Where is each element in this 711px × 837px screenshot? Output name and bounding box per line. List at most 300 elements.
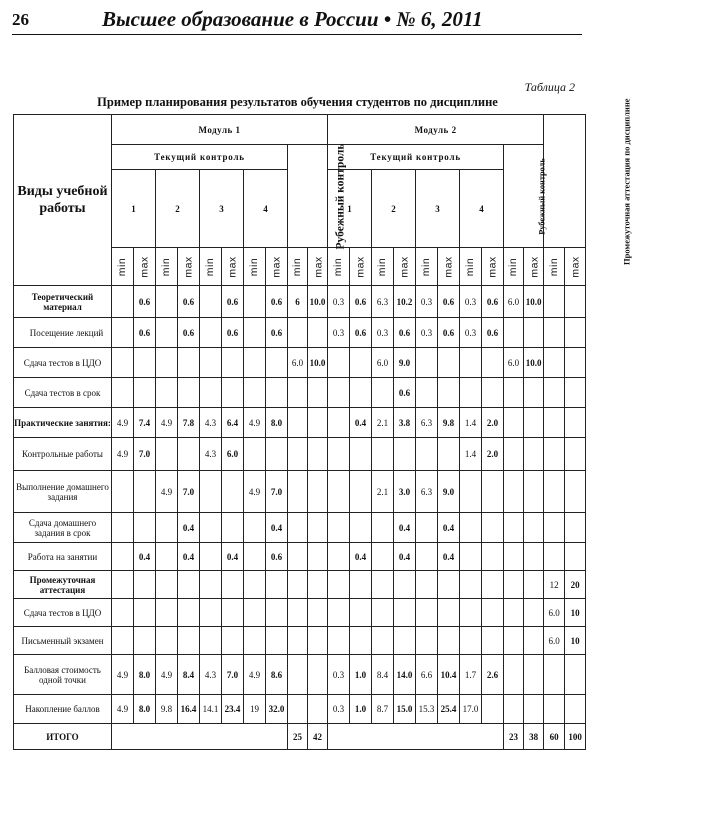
table-cell — [416, 378, 438, 408]
table-cell — [544, 348, 565, 378]
table-cell: 7.0 — [134, 438, 156, 471]
table-cell: 4.9 — [244, 471, 266, 513]
table-cell: 0.6 — [134, 286, 156, 318]
table-cell: 0.6 — [134, 318, 156, 348]
table-cell — [178, 378, 200, 408]
table-cell — [544, 318, 565, 348]
table-cell: 10.0 — [524, 348, 544, 378]
table-cell — [544, 286, 565, 318]
table-cell — [288, 543, 308, 571]
table-cell: 2.6 — [482, 655, 504, 695]
page-number: 26 — [12, 10, 29, 29]
table-cell — [482, 571, 504, 599]
table-cell — [288, 571, 308, 599]
min-header: min — [244, 248, 266, 286]
table-cell — [308, 513, 328, 543]
row-label: Работа на занятии — [14, 543, 112, 571]
table-cell — [504, 408, 524, 438]
table-cell: 32.0 — [266, 695, 288, 724]
table-cell — [544, 543, 565, 571]
table-cell: 0.4 — [394, 513, 416, 543]
table-cell: 7.0 — [178, 471, 200, 513]
total-m2-max: 38 — [524, 724, 544, 750]
min-header: min — [504, 248, 524, 286]
table-cell — [244, 599, 266, 627]
table-cell: 0.3 — [460, 286, 482, 318]
table-cell — [416, 543, 438, 571]
table-cell: 10.4 — [438, 655, 460, 695]
table-cell — [178, 571, 200, 599]
table-cell — [565, 378, 586, 408]
table-cell — [565, 513, 586, 543]
table-cell — [504, 318, 524, 348]
table-cell — [308, 543, 328, 571]
table-cell — [524, 513, 544, 543]
table-cell: 6.0 — [222, 438, 244, 471]
table-cell — [504, 695, 524, 724]
table-cell — [524, 378, 544, 408]
table-cell — [244, 571, 266, 599]
table-cell: 1.4 — [460, 438, 482, 471]
table-cell — [200, 571, 222, 599]
table-cell — [244, 378, 266, 408]
table-cell — [178, 627, 200, 655]
table-cell: 6.4 — [222, 408, 244, 438]
table-cell — [328, 627, 350, 655]
table-cell: 0.6 — [350, 318, 372, 348]
table-cell — [222, 471, 244, 513]
table-cell — [200, 543, 222, 571]
table-cell — [524, 543, 544, 571]
current-control-header-m1: Текущий контроль — [112, 145, 288, 170]
table-cell: 0.3 — [416, 318, 438, 348]
table-cell: 1.0 — [350, 695, 372, 724]
table-cell — [328, 471, 350, 513]
table-cell — [244, 438, 266, 471]
table-row — [14, 348, 586, 378]
table-cell: 0.4 — [394, 543, 416, 571]
table-cell — [524, 318, 544, 348]
table-cell — [134, 348, 156, 378]
table-cell — [200, 513, 222, 543]
table-cell: 0.6 — [350, 286, 372, 318]
table-cell — [544, 438, 565, 471]
table-cell — [308, 599, 328, 627]
max-header: max — [394, 248, 416, 286]
table-cell — [544, 655, 565, 695]
max-header: max — [308, 248, 328, 286]
table-cell — [200, 471, 222, 513]
max-header: max — [266, 248, 288, 286]
table-cell: 0.6 — [266, 286, 288, 318]
table-cell — [482, 599, 504, 627]
table-cell: 4.3 — [200, 655, 222, 695]
table-cell: 8.4 — [372, 655, 394, 695]
table-cell: 1.7 — [460, 655, 482, 695]
table-cell — [504, 471, 524, 513]
table-cell: 14.1 — [200, 695, 222, 724]
row-label: Балловая стоимость одной точки — [14, 655, 112, 695]
table-cell — [482, 627, 504, 655]
table-cell — [328, 348, 350, 378]
table-cell: 6.6 — [416, 655, 438, 695]
max-header: max — [178, 248, 200, 286]
table-cell: 14.0 — [394, 655, 416, 695]
table-cell: 8.6 — [266, 655, 288, 695]
table-cell: 15.0 — [394, 695, 416, 724]
min-header: min — [112, 248, 134, 286]
table-cell: 6.0 — [544, 627, 565, 655]
total-m2-min: 23 — [504, 724, 524, 750]
table-cell — [308, 378, 328, 408]
row-label: Сдача домашнего задания в срок — [14, 513, 112, 543]
table-cell — [565, 471, 586, 513]
table-row — [14, 438, 586, 471]
table-cell — [565, 286, 586, 318]
table-cell — [350, 438, 372, 471]
table-cell: 10.2 — [394, 286, 416, 318]
table-cell: 10 — [565, 599, 586, 627]
table-cell: 4.9 — [244, 655, 266, 695]
table-cell — [244, 286, 266, 318]
table-cell — [200, 378, 222, 408]
max-header: max — [524, 248, 544, 286]
table-cell — [288, 655, 308, 695]
table-cell — [438, 348, 460, 378]
row-label: Письменный экзамен — [14, 627, 112, 655]
table-cell: 0.3 — [372, 318, 394, 348]
table-cell — [222, 513, 244, 543]
table-cell — [482, 348, 504, 378]
table-cell — [308, 627, 328, 655]
table-cell — [504, 543, 524, 571]
table-cell: 0.6 — [394, 378, 416, 408]
table-cell — [524, 408, 544, 438]
table-cell — [504, 513, 524, 543]
table-cell — [156, 571, 178, 599]
table-cell: 10.0 — [308, 286, 328, 318]
module2-header: Модуль 2 — [328, 115, 544, 145]
table-cell — [460, 543, 482, 571]
row-label-header-cell — [14, 115, 112, 286]
table-cell — [112, 318, 134, 348]
table-cell: 0.4 — [178, 543, 200, 571]
table-cell — [244, 513, 266, 543]
table-cell — [134, 471, 156, 513]
row-label: Накопление баллов — [14, 695, 112, 724]
min-header: min — [372, 248, 394, 286]
subgroup-3-m1: 3 — [200, 170, 244, 248]
table-cell — [288, 695, 308, 724]
total-m1-min: 25 — [288, 724, 308, 750]
table-row — [14, 408, 586, 438]
table-cell — [544, 695, 565, 724]
table-cell: 0.4 — [178, 513, 200, 543]
table-cell: 7.4 — [134, 408, 156, 438]
table-cell: 4.9 — [112, 408, 134, 438]
table-cell — [416, 348, 438, 378]
table-cell: 4.9 — [156, 471, 178, 513]
row-label: Посещение лекций — [14, 318, 112, 348]
table-row — [14, 471, 586, 513]
table-cell — [416, 571, 438, 599]
table-cell: 10.0 — [308, 348, 328, 378]
table-cell — [482, 695, 504, 724]
table-cell: 6.0 — [544, 599, 565, 627]
table-cell — [308, 695, 328, 724]
table-cell: 17.0 — [460, 695, 482, 724]
table-cell — [504, 378, 524, 408]
table-cell — [565, 318, 586, 348]
table-cell — [350, 627, 372, 655]
table-cell: 23.4 — [222, 695, 244, 724]
total-empty-m2 — [328, 724, 504, 750]
table-cell — [460, 513, 482, 543]
table-cell — [394, 571, 416, 599]
table-cell — [350, 513, 372, 543]
row-label: Выполнение домашнего задания — [14, 471, 112, 513]
table-cell — [438, 378, 460, 408]
table-cell — [112, 378, 134, 408]
table-cell: 9.0 — [394, 348, 416, 378]
table-cell: 2.1 — [372, 408, 394, 438]
total-final-max: 100 — [565, 724, 586, 750]
table-cell: 0.4 — [266, 513, 288, 543]
table-cell — [288, 378, 308, 408]
table-cell: 4.3 — [200, 408, 222, 438]
table-cell: 0.4 — [438, 513, 460, 543]
table-cell — [438, 599, 460, 627]
table-row — [14, 599, 586, 627]
table-cell — [266, 571, 288, 599]
table-cell — [438, 571, 460, 599]
table-cell: 0.6 — [266, 543, 288, 571]
table-cell — [134, 513, 156, 543]
table-cell — [200, 348, 222, 378]
table-cell — [565, 348, 586, 378]
table-cell — [565, 438, 586, 471]
table-cell — [482, 513, 504, 543]
table-cell — [416, 627, 438, 655]
table-cell — [112, 571, 134, 599]
table-cell — [134, 627, 156, 655]
table-cell — [482, 378, 504, 408]
table-cell: 6.3 — [416, 408, 438, 438]
table-cell — [134, 571, 156, 599]
table-cell — [416, 599, 438, 627]
table-cell — [156, 348, 178, 378]
table-row — [14, 513, 586, 543]
table-cell — [372, 513, 394, 543]
max-header: max — [350, 248, 372, 286]
current-control-header-m2: Текущий контроль — [328, 145, 504, 170]
table-number: Таблица 2 — [524, 80, 575, 94]
header-rule — [12, 34, 582, 35]
table-cell: 10 — [565, 627, 586, 655]
row-label: Сдача тестов в срок — [14, 378, 112, 408]
table-cell — [156, 543, 178, 571]
table-cell — [372, 378, 394, 408]
table-cell — [200, 318, 222, 348]
table-cell — [524, 471, 544, 513]
table-cell: 20 — [565, 571, 586, 599]
table-cell — [222, 348, 244, 378]
table-cell — [134, 599, 156, 627]
table-cell — [266, 438, 288, 471]
subgroup-4-m2: 4 — [460, 170, 504, 248]
subgroup-1-m1: 1 — [112, 170, 156, 248]
table-cell — [156, 438, 178, 471]
subgroup-3-m2: 3 — [416, 170, 460, 248]
table-cell — [460, 471, 482, 513]
table-cell — [482, 543, 504, 571]
table-cell: 0.6 — [178, 286, 200, 318]
table-cell — [288, 408, 308, 438]
table-cell: 0.6 — [482, 318, 504, 348]
table-row — [14, 695, 586, 724]
table-cell — [308, 318, 328, 348]
table-cell: 3.8 — [394, 408, 416, 438]
table-cell — [156, 627, 178, 655]
table-cell: 3.0 — [394, 471, 416, 513]
subgroup-2-m2: 2 — [372, 170, 416, 248]
table-cell — [244, 543, 266, 571]
table-cell — [266, 599, 288, 627]
table-cell: 0.6 — [178, 318, 200, 348]
row-label: Сдача тестов в ЦДО — [14, 348, 112, 378]
min-header: min — [200, 248, 222, 286]
milestone-header-m1: Рубежный контроль — [288, 145, 328, 248]
min-header: min — [156, 248, 178, 286]
row-label: Практические занятия: — [14, 408, 112, 438]
table-row — [14, 571, 586, 599]
min-header: min — [288, 248, 308, 286]
table-cell — [112, 471, 134, 513]
table-cell: 16.4 — [178, 695, 200, 724]
intermediate-header: Промежуточная аттестация по дисциплине — [544, 115, 586, 248]
table-cell — [416, 438, 438, 471]
max-header: max — [438, 248, 460, 286]
table-cell: 8.0 — [134, 655, 156, 695]
table-cell — [350, 571, 372, 599]
table-cell — [112, 513, 134, 543]
total-final-min: 60 — [544, 724, 565, 750]
table-cell: 7.8 — [178, 408, 200, 438]
table-cell: 0.6 — [394, 318, 416, 348]
table-cell: 25.4 — [438, 695, 460, 724]
table-cell — [524, 627, 544, 655]
table-cell: 4.9 — [156, 655, 178, 695]
table-cell — [460, 627, 482, 655]
row-label: Контрольные работы — [14, 438, 112, 471]
table-cell: 6.3 — [372, 286, 394, 318]
table-cell: 4.9 — [112, 655, 134, 695]
table-cell — [524, 599, 544, 627]
total-empty-m1 — [112, 724, 288, 750]
table-row — [14, 318, 586, 348]
max-header: max — [565, 248, 586, 286]
table-cell — [565, 695, 586, 724]
table-cell — [524, 438, 544, 471]
table-cell — [372, 438, 394, 471]
table-cell: 1.4 — [460, 408, 482, 438]
table-cell: 7.0 — [222, 655, 244, 695]
table-cell — [244, 348, 266, 378]
table-cell — [112, 348, 134, 378]
table-cell — [328, 513, 350, 543]
table-cell — [308, 438, 328, 471]
table-cell: 2.0 — [482, 438, 504, 471]
table-cell: 12 — [544, 571, 565, 599]
table-cell — [328, 571, 350, 599]
table-row — [14, 286, 586, 318]
min-header: min — [460, 248, 482, 286]
table-cell — [544, 471, 565, 513]
table-cell: 7.0 — [266, 471, 288, 513]
table-cell — [200, 286, 222, 318]
table-cell: 0.4 — [350, 408, 372, 438]
table-cell — [504, 655, 524, 695]
table-cell — [244, 318, 266, 348]
table-cell — [266, 348, 288, 378]
table-cell — [308, 471, 328, 513]
table-cell: 8.4 — [178, 655, 200, 695]
running-header — [12, 6, 582, 34]
table-cell — [288, 438, 308, 471]
table-cell: 6.0 — [504, 286, 524, 318]
table-cell — [134, 378, 156, 408]
table-cell: 0.6 — [438, 286, 460, 318]
max-header: max — [222, 248, 244, 286]
table-cell: 0.3 — [328, 318, 350, 348]
table-cell — [504, 438, 524, 471]
table-cell — [372, 599, 394, 627]
table-cell: 4.9 — [156, 408, 178, 438]
table-cell — [350, 471, 372, 513]
table-cell: 4.9 — [244, 408, 266, 438]
table-cell: 0.4 — [438, 543, 460, 571]
table-row — [14, 627, 586, 655]
table-cell — [350, 378, 372, 408]
table-cell — [544, 513, 565, 543]
table-cell: 9.0 — [438, 471, 460, 513]
min-header: min — [416, 248, 438, 286]
table-cell: 0.6 — [482, 286, 504, 318]
table-cell — [328, 599, 350, 627]
table-cell: 0.3 — [416, 286, 438, 318]
table-cell: 4.9 — [112, 438, 134, 471]
milestone-header-m2: Рубежный контроль — [504, 145, 544, 248]
table-row — [14, 378, 586, 408]
table-cell: 0.6 — [438, 318, 460, 348]
min-header: min — [544, 248, 565, 286]
table-cell — [372, 627, 394, 655]
table-cell — [178, 348, 200, 378]
table-cell — [460, 599, 482, 627]
table-cell — [266, 627, 288, 655]
row-label-header: Виды учебной работы — [17, 184, 108, 216]
journal-title: Высшее образование в России • № 6, 2011 — [102, 7, 483, 31]
table-cell — [372, 571, 394, 599]
table-cell: 6 — [288, 286, 308, 318]
table-cell — [372, 543, 394, 571]
table-cell — [524, 655, 544, 695]
table-cell — [156, 318, 178, 348]
table-cell: 2.0 — [482, 408, 504, 438]
table-cell — [156, 286, 178, 318]
table-caption: Пример планирования результатов обучения студентов по дисциплине — [97, 95, 498, 109]
min-header: min — [328, 248, 350, 286]
